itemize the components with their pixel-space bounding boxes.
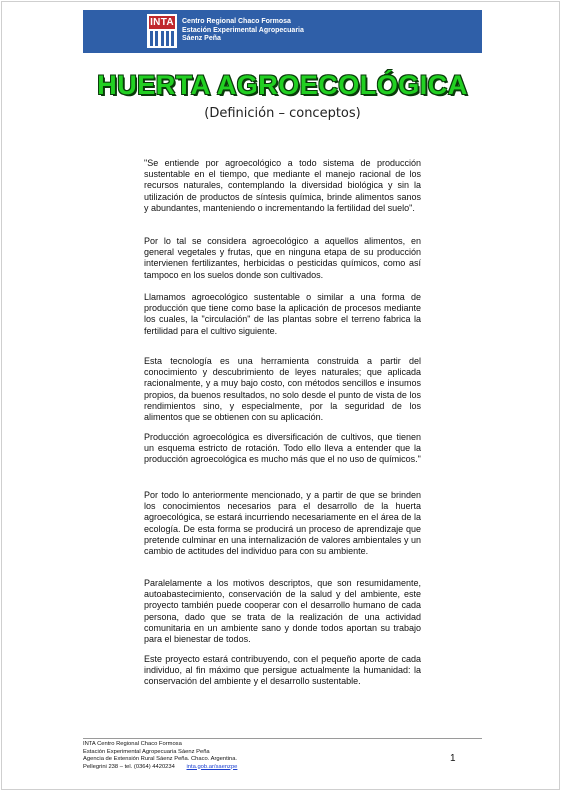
body-paragraph: Por lo tal se considera agroecológico a aquellos alimentos, en general vegetales y frutas, que en ninguna etapa de su producción intervienen fertilizantes, herbicidas o pesticidas químicos, como así tampoco en los suelos donde son cultivados. (144, 236, 421, 280)
footer-line: Estación Experimental Agropecuaria Sáenz Peña (83, 748, 210, 755)
header-line: Estación Experimental Agropecuaria (182, 26, 304, 34)
body-paragraph: Paralelamente a los motivos descriptos, que son resumidamente, autoabastecimiento, conservación de la salud y del ambiente, este proyecto también puede cooperar con el desarrollo humano de cada persona, dado que se trata de la realización de una actividad comunitaria en un ambiente sano y donde todos aportan su trabajo para el bienestar de todos. (144, 578, 421, 645)
inta-logo (147, 14, 177, 48)
header-line: Centro Regional Chaco Formosa (182, 18, 291, 25)
document-page (1, 1, 560, 790)
footer-website-link[interactable]: inta.gob.ar/saenzpe (186, 763, 238, 770)
footer-line: Agencia de Extensión Rural Sáenz Peña. Chaco. Argentina. (83, 756, 238, 762)
footer-address: Pellegrini 238 – tel. (0364) 4420234 (83, 763, 175, 770)
body-paragraph: Esta tecnología es una herramienta construida a partir del conocimiento y descubrimiento de leyes naturales; que aplicada racionalmente, y a muy bajo costo, con métodos sencillos e insumos propios, da buenos resultados, no solo desde el punto de vista de los rendimientos sino, y especialmente, por la seguridad de los alimentos que se obtienen con su aplicación. (144, 356, 421, 423)
page-subtitle: (Definición – conceptos) (204, 106, 361, 121)
body-paragraph: Este proyecto estará contribuyendo, con el pequeño aporte de cada individuo, al fin máximo que persigue actualmente la humanidad: la conservación del ambiente y el desarrollo sustentable. (144, 654, 421, 687)
header-institution-text (182, 18, 304, 44)
page-number: 1 (450, 753, 456, 764)
footer-contact-line (83, 764, 237, 772)
footer (83, 741, 237, 771)
inta-logo-text: INTA (150, 17, 174, 28)
body-paragraph: Por todo lo anteriormente mencionado, y a partir de que se brinden los conocimientos necesarios para el desarrollo de la huerta agroecológica, se estará incurriendo necesariamente en el área de la ecología. De esta forma se producirá un proceso de aprendizaje que pretende culminar en una internalización de valores ambientales y un cambio de actitudes del individuo para con su ambiente. (144, 490, 421, 557)
body-paragraph: "Se entiende por agroecológico a todo sistema de producción sustentable en el tiempo, que mediante el manejo racional de los recursos naturales, contemplando la diversidad biológica y sin la utilización de productos de síntesis química, brinde alimentos sanos y abundantes, manteniendo o incrementando la fertilidad del suelo". (144, 158, 421, 213)
inta-logo-stripes (150, 31, 174, 46)
body-paragraph: Llamamos agroecológico sustentable o similar a una forma de producción que tiene como base la aplicación de procesos mediante los cuales, la "circulación" de las plantas sobre el terreno fabrica la fertilidad para el cultivo siguiente. (144, 292, 421, 336)
header-banner (83, 10, 482, 53)
footer-line: INTA Centro Regional Chaco Formosa (83, 741, 182, 747)
page-title: HUERTA AGROECOLÓGICA (97, 70, 468, 100)
body-paragraph: Producción agroecológica es diversificación de cultivos, que tienen un esquema estricto de rotación. Todo ello lleva a entender que la producción agroecológica es mucho más que el no uso de químicos." (144, 432, 421, 465)
header-line: Sáenz Peña (182, 35, 221, 42)
footer-divider (83, 738, 482, 739)
